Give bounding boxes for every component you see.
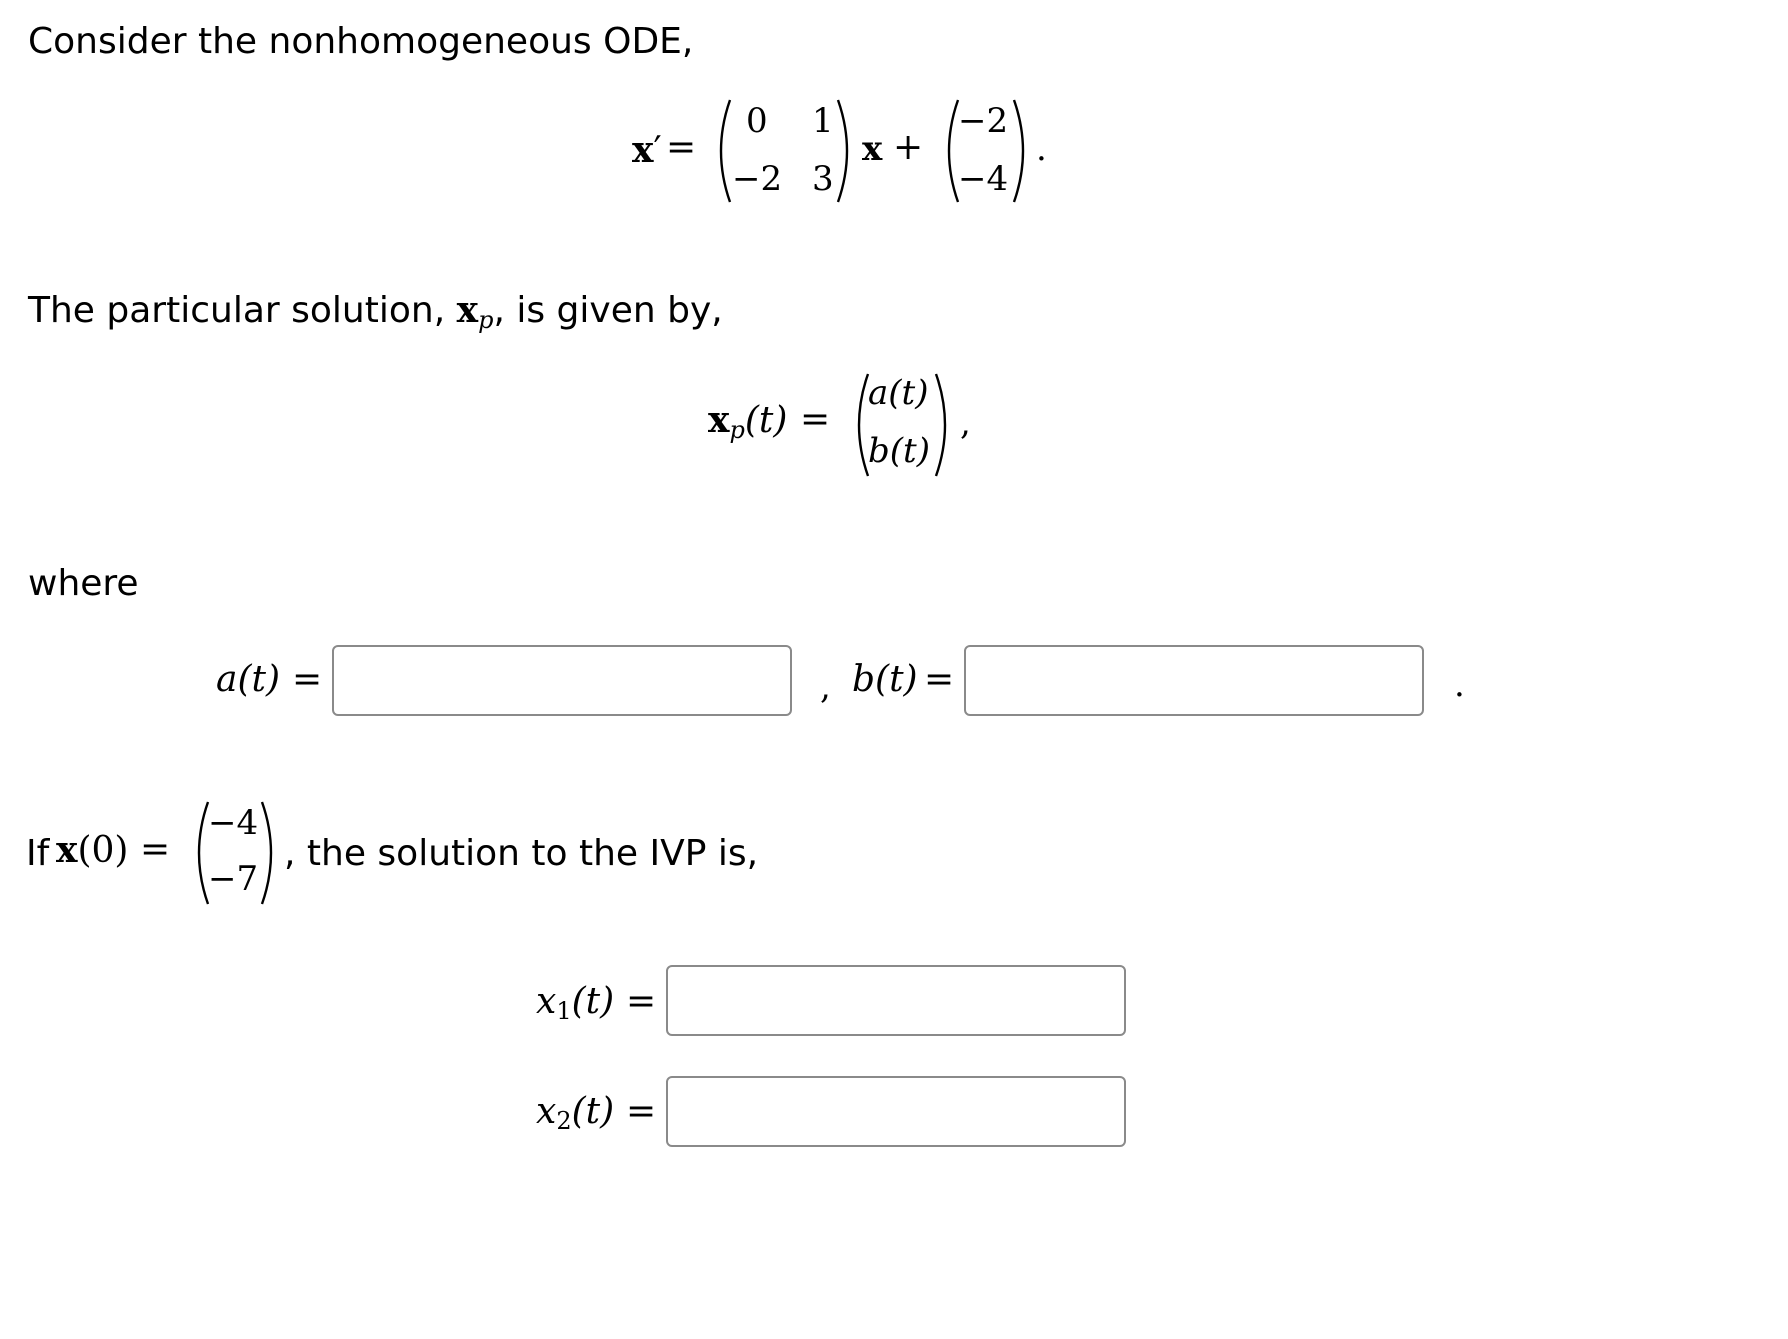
coefficient-period: . (1454, 665, 1465, 705)
ode-period: . (1036, 129, 1047, 169)
b-input[interactable] (964, 645, 1424, 716)
forcing-entry-2: −4 (958, 159, 1009, 199)
coefficient-comma: , (820, 667, 831, 707)
matrix-right-paren (834, 98, 860, 204)
matrix-entry-12: 1 (812, 101, 834, 141)
xp-comma: , (960, 403, 971, 443)
ode-plus: + (893, 127, 924, 168)
x1-equals: = (626, 981, 657, 1022)
xp-symbol: $x_p$ (456, 289, 494, 334)
a-equals: = (292, 659, 323, 700)
ivp-equals: = (140, 829, 171, 870)
xp-lhs: $x_p(t)$ (708, 399, 788, 444)
xp-entry-b: b(t) (868, 431, 930, 471)
matrix-entry-11: 0 (746, 101, 768, 141)
x1-input[interactable] (666, 965, 1126, 1036)
b-label: b(t) (852, 659, 918, 700)
b-equals: = (924, 659, 955, 700)
ivp-text: , the solution to the IVP is, (284, 833, 759, 874)
ode-equals: = (666, 127, 697, 168)
ivp-if: If (26, 833, 50, 874)
a-input[interactable] (332, 645, 792, 716)
x2-label: x2(t) (536, 1091, 615, 1135)
ode-lhs: x′ (632, 129, 662, 171)
xp-equals: = (800, 399, 831, 440)
matrix-left-paren (708, 98, 734, 204)
matrix-entry-21: −2 (732, 159, 783, 199)
ivp-x0: x(0) (56, 829, 129, 871)
x1-label: x1(t) (536, 981, 615, 1025)
forcing-right-paren (1010, 98, 1036, 204)
xp-entry-a: a(t) (868, 373, 929, 413)
x2-equals: = (626, 1091, 657, 1132)
ode-x-vector: x (862, 129, 883, 169)
matrix-entry-22: 3 (812, 159, 834, 199)
particular-text: The particular solution, $x_p$, is given by, (28, 289, 723, 334)
where-label: where (28, 563, 139, 604)
ivp-entry-2: −7 (208, 859, 259, 899)
forcing-entry-1: −2 (958, 101, 1009, 141)
ivp-entry-1: −4 (208, 803, 259, 843)
xp-right-paren (932, 372, 958, 478)
x2-input[interactable] (666, 1076, 1126, 1147)
ivp-right-paren (258, 800, 284, 906)
intro-text: Consider the nonhomogeneous ODE, (28, 21, 694, 62)
a-label: a(t) (216, 659, 281, 700)
